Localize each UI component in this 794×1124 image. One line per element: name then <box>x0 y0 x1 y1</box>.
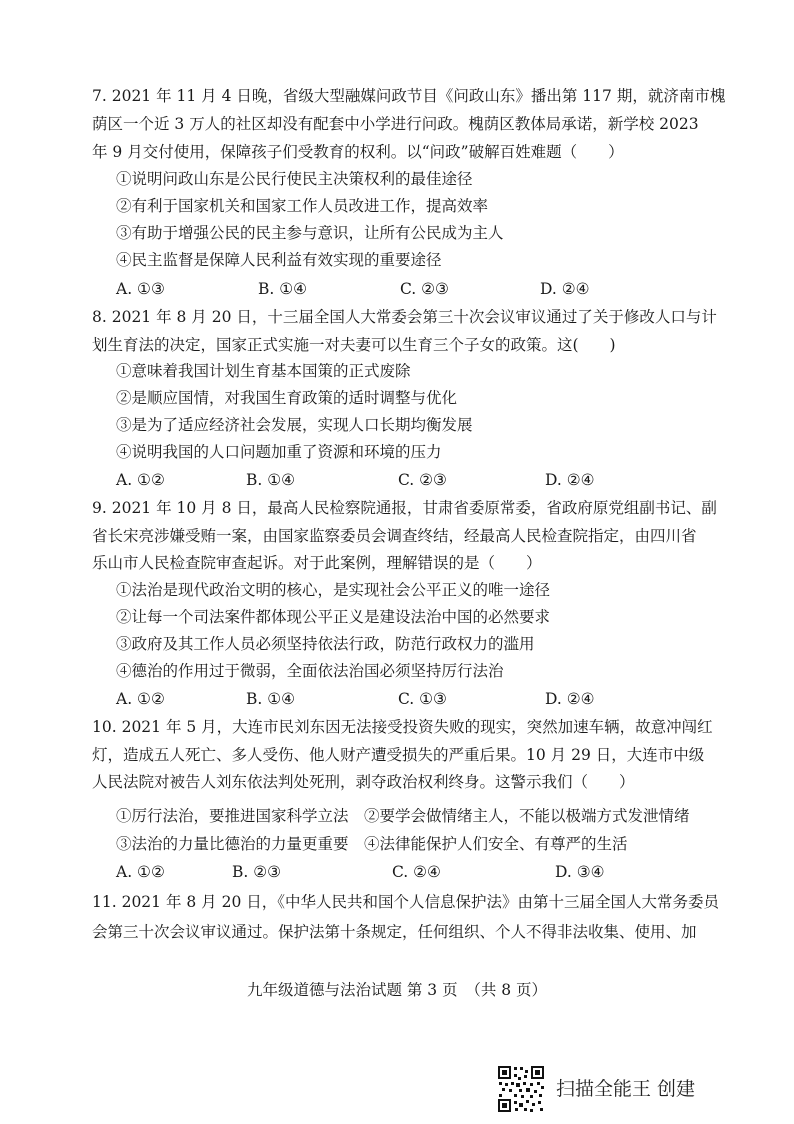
scanner-watermark: 扫描全能王 创建 <box>556 1078 696 1100</box>
question-7-statement-2: ②有利于国家机关和国家工作人员改进工作，提高效率 <box>116 197 489 215</box>
question-9-line-1: 9. 2021 年 10 月 8 日，最高人民检察院通报，甘肃省委原常委，省政府原党组副书记、副 <box>92 499 717 517</box>
question-9-option-b: B. ①④ <box>246 690 296 708</box>
question-8-statement-1: ①意味着我国计划生育基本国策的正式废除 <box>116 362 411 380</box>
question-7-option-a: A. ①③ <box>116 280 165 298</box>
question-8-line-2: 划生育法的决定，国家正式实施一对夫妻可以生育三个子女的政策。这( ) <box>92 336 616 354</box>
question-7-line-2: 荫区一个近 3 万人的社区却没有配套中小学进行问政。槐荫区教体局承诺，新学校 2023 <box>92 115 699 133</box>
question-8-statement-4: ④说明我国的人口问题加重了资源和环境的压力 <box>116 443 442 461</box>
question-8-option-c: C. ②③ <box>398 471 447 489</box>
question-8-option-b: B. ①④ <box>246 471 296 489</box>
question-10-statement-2: ③法治的力量比德治的力量更重要 ④法律能保护人们安全、有尊严的生活 <box>116 835 628 853</box>
question-7-statement-1: ①说明问政山东是公民行使民主决策权利的最佳途径 <box>116 170 473 188</box>
question-7-statement-3: ③有助于增强公民的民主参与意识，让所有公民成为主人 <box>116 224 504 242</box>
question-8-option-d: D. ②④ <box>545 471 595 489</box>
question-7-option-b: B. ①④ <box>258 280 308 298</box>
question-7-statement-4: ④民主监督是保障人民利益有效实现的重要途径 <box>116 251 442 269</box>
question-9-statement-3: ③政府及其工作人员必须坚持依法行政，防范行政权力的滥用 <box>116 635 535 653</box>
question-10-line-1: 10. 2021 年 5 月，大连市民刘东因无法接受投资失败的现实，突然加速车辆，故意冲闯红 <box>92 718 713 736</box>
qr-code-icon <box>497 1065 545 1113</box>
question-10-option-a: A. ①② <box>116 863 165 881</box>
question-9-option-d: D. ②④ <box>545 690 595 708</box>
question-9-line-3: 乐山市人民检查院审查起诉。对于此案例，理解错误的是（ ） <box>92 554 542 572</box>
page-footer: 九年级道德与法治试题 第 3 页 （共 8 页） <box>246 981 548 999</box>
question-8-line-1: 8. 2021 年 8 月 20 日，十三届全国人大常委会第三十次会议审议通过了关于修改人口与计 <box>92 308 717 326</box>
question-8-statement-2: ②是顺应国情，对我国生育政策的适时调整与优化 <box>116 389 458 407</box>
question-9-statement-4: ④德治的作用过于微弱，全面依法治国必须坚持厉行法治 <box>116 662 504 680</box>
question-9-option-c: C. ①③ <box>398 690 447 708</box>
question-9-option-a: A. ①② <box>116 690 165 708</box>
question-10-statement-1: ①厉行法治，要推进国家科学立法 ②要学会做情绪主人，不能以极端方式发泄情绪 <box>116 807 690 825</box>
question-11-line-2: 会第三十次会议审议通过。保护法第十条规定，任何组织、个人不得非法收集、使用、加 <box>92 923 697 941</box>
question-10-line-2: 灯，造成五人死亡、多人受伤、他人财产遭受损失的严重后果。10 月 29 日，大连市中级 <box>92 746 705 764</box>
question-9-statement-2: ②让每一个司法案件都体现公平正义是建设法治中国的必然要求 <box>116 608 551 626</box>
question-7-option-c: C. ②③ <box>400 280 449 298</box>
question-8-option-a: A. ①② <box>116 471 165 489</box>
question-9-line-2: 省长宋亮涉嫌受贿一案，由国家监察委员会调查终结，经最高人民检查院指定，由四川省 <box>92 527 697 545</box>
question-7-line-1: 7. 2021 年 11 月 4 日晚，省级大型融媒问政节目《问政山东》播出第 117 期，就济南市槐 <box>92 87 726 105</box>
question-7-option-d: D. ②④ <box>540 280 590 298</box>
question-8-statement-3: ③是为了适应经济社会发展，实现人口长期均衡发展 <box>116 416 473 434</box>
question-10-option-d: D. ③④ <box>555 863 605 881</box>
question-10-option-b: B. ②③ <box>232 863 282 881</box>
question-10-line-3: 人民法院对被告人刘东依法判处死刑，剥夺政治权利终身。这警示我们（ ） <box>92 773 635 791</box>
question-7-line-3: 年 9 月交付使用，保障孩子们受教育的权利。以“问政”破解百姓难题（ ） <box>92 143 624 161</box>
question-11-line-1: 11. 2021 年 8 月 20 日，《中华人民共和国个人信息保护法》由第十三届全国人大常务委员 <box>92 893 719 911</box>
question-9-statement-1: ①法治是现代政治文明的核心，是实现社会公平正义的唯一途径 <box>116 581 551 599</box>
question-10-option-c: C. ②④ <box>392 863 441 881</box>
